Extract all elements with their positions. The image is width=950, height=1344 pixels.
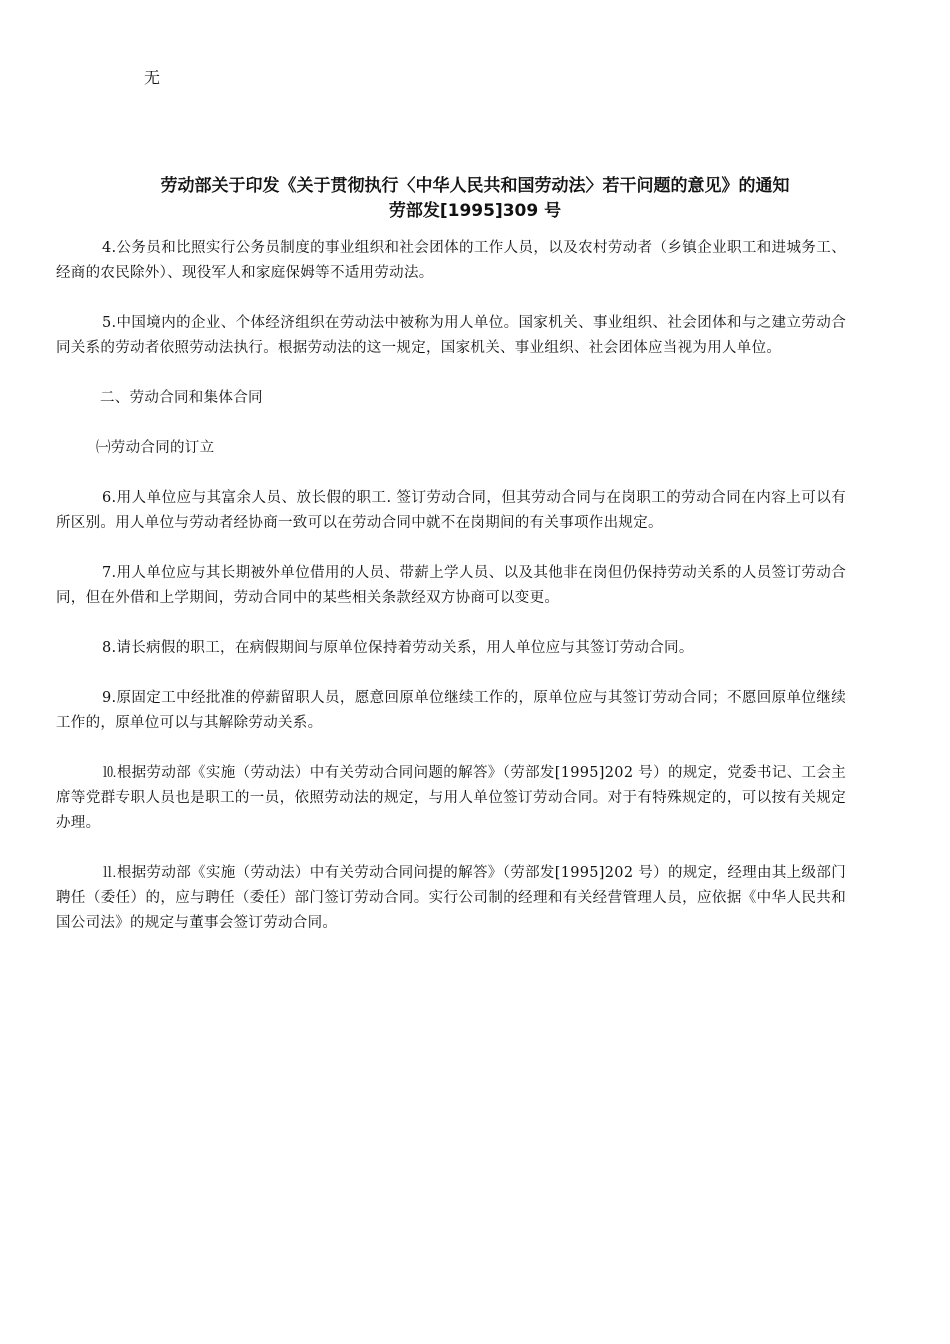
paragraph-article-11: ⒒根据劳动部《实施（劳动法）中有关劳动合同问提的解答》（劳部发[1995]202 号）的规定，经理由其上级部门聘任（委任）的，应与聘任（委任）部门签订劳动合同。实行公司制的经理和有关经营管理人员，应依据《中华人民共和国公司法》的规定与董事会签订劳动合同。 [56,865,846,931]
paragraph-article-10: ⒑根据劳动部《实施（劳动法）中有关劳动合同问题的解答》（劳部发[1995]202 号）的规定，党委书记、工会主席等党群专职人员也是职工的一员，依照劳动法的规定，与用人单位签订劳动合同。对于有特殊规定的，可以按有关规定办理。 [56,765,846,831]
paragraph-article-6: 6.用人单位应与其富余人员、放长假的职工. 签订劳动合同，但其劳动合同与在岗职工的劳动合同在内容上可以有所区别。用人单位与劳动者经协商一致可以在劳动合同中就不在岗期间的有关事项作出规定。 [56,490,846,531]
paragraph-article-8: 8.请长病假的职工，在病假期间与原单位保持着劳动关系，用人单位应与其签订劳动合同。 [102,640,694,656]
document-title: 劳动部关于印发《关于贯彻执行〈中华人民共和国劳动法〉若干问题的意见》的通知 [160,176,790,196]
paragraph-article-7: 7.用人单位应与其长期被外单位借用的人员、带薪上学人员、以及其他非在岗但仍保持劳动关系的人员签订劳动合同，但在外借和上学期间，劳动合同中的某些相关条款经双方协商可以变更。 [56,565,846,606]
document-number: 劳部发[1995]309 号 [388,201,562,221]
paragraph-article-9: 9.原固定工中经批准的停薪留职人员，愿意回原单位继续工作的，原单位应与其签订劳动合同；不愿回原单位继续工作的，原单位可以与其解除劳动关系。 [56,690,846,731]
section-heading-labor-contracts: 二、劳动合同和集体合同 [100,390,263,406]
document-body [56,224,846,949]
paragraph-article-5: 5.中国境内的企业、个体经济组织在劳动法中被称为用人单位。国家机关、事业组织、社会团体和与之建立劳动合同关系的劳动者依照劳动法执行。根据劳动法的这一规定，国家机关、事业组织、社会团体应当视为用人单位。 [56,315,846,356]
subsection-heading-contract-conclusion: ㈠劳动合同的订立 [96,440,215,456]
top-mark-text: 无 [144,68,161,87]
paragraph-article-4: 4.公务员和比照实行公务员制度的事业组织和社会团体的工作人员，以及农村劳动者（乡镇企业职工和进城务工、经商的农民除外）、现役军人和家庭保姆等不适用劳动法。 [56,240,846,281]
